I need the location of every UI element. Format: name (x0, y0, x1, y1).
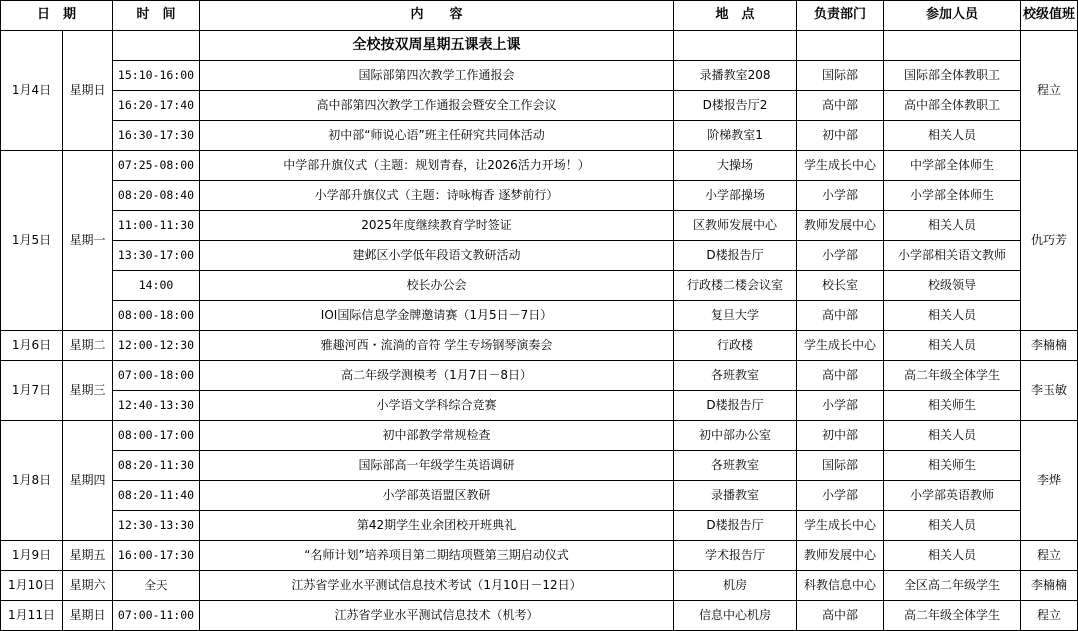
day-date: 1月4日 (1, 31, 63, 151)
subtitle-people-cell (884, 31, 1021, 61)
event-content: 国际部高一年级学生英语调研 (200, 451, 674, 481)
event-time: 07:25-08:00 (113, 151, 200, 181)
event-people: 小学部相关语文教师 (884, 241, 1021, 271)
header-time: 时 间 (113, 1, 200, 31)
event-row (1, 241, 1078, 271)
event-dept: 高中部 (797, 91, 884, 121)
event-time: 16:20-17:40 (113, 91, 200, 121)
day-subtitle: 全校按双周星期五课表上课 (200, 31, 674, 61)
event-row (1, 151, 1078, 181)
header-date: 日 期 (1, 1, 113, 31)
day-date: 1月7日 (1, 361, 63, 421)
event-place: 机房 (674, 571, 797, 601)
event-content: 高二年级学测模考（1月7日－8日） (200, 361, 674, 391)
event-row (1, 301, 1078, 331)
day-date: 1月9日 (1, 541, 63, 571)
event-people: 相关师生 (884, 391, 1021, 421)
event-content: 2025年度继续教育学时签证 (200, 211, 674, 241)
day-date: 1月6日 (1, 331, 63, 361)
event-row (1, 481, 1078, 511)
event-content: 高中部第四次教学工作通报会暨安全工作会议 (200, 91, 674, 121)
subtitle-row (1, 31, 1078, 61)
event-time: 12:40-13:30 (113, 391, 200, 421)
event-people: 高二年级全体学生 (884, 601, 1021, 631)
schedule-body (1, 31, 1078, 631)
event-content: 小学部英语盟区教研 (200, 481, 674, 511)
event-time: 12:30-13:30 (113, 511, 200, 541)
subtitle-dept-cell (797, 31, 884, 61)
event-place: 录播教室208 (674, 61, 797, 91)
event-time: 08:00-17:00 (113, 421, 200, 451)
event-row (1, 421, 1078, 451)
event-people: 国际部全体教职工 (884, 61, 1021, 91)
event-people: 相关人员 (884, 301, 1021, 331)
header-duty: 校级值班 (1021, 1, 1078, 31)
event-time: 15:10-16:00 (113, 61, 200, 91)
event-dept: 小学部 (797, 181, 884, 211)
event-content: 初中部“师说心语”班主任研究共同体活动 (200, 121, 674, 151)
event-dept: 国际部 (797, 61, 884, 91)
event-time: 16:00-17:30 (113, 541, 200, 571)
event-content: 国际部第四次教学工作通报会 (200, 61, 674, 91)
event-people: 相关人员 (884, 331, 1021, 361)
day-weekday: 星期三 (63, 361, 113, 421)
event-content: 江苏省学业水平测试信息技术（机考） (200, 601, 674, 631)
event-row (1, 211, 1078, 241)
event-people: 相关人员 (884, 211, 1021, 241)
event-place: 复旦大学 (674, 301, 797, 331)
event-place: D楼报告厅 (674, 241, 797, 271)
event-people: 相关师生 (884, 451, 1021, 481)
day-weekday: 星期五 (63, 541, 113, 571)
event-dept: 高中部 (797, 361, 884, 391)
event-dept: 初中部 (797, 121, 884, 151)
event-row (1, 361, 1078, 391)
subtitle-time-cell (113, 31, 200, 61)
event-place: 信息中心机房 (674, 601, 797, 631)
event-people: 相关人员 (884, 121, 1021, 151)
event-dept: 校长室 (797, 271, 884, 301)
event-time: 11:00-11:30 (113, 211, 200, 241)
event-place: 小学部操场 (674, 181, 797, 211)
event-dept: 学生成长中心 (797, 331, 884, 361)
event-time: 08:00-18:00 (113, 301, 200, 331)
event-dept: 小学部 (797, 481, 884, 511)
event-people: 小学部全体师生 (884, 181, 1021, 211)
event-row (1, 331, 1078, 361)
day-date: 1月11日 (1, 601, 63, 631)
event-place: 录播教室 (674, 481, 797, 511)
event-people: 中学部全体师生 (884, 151, 1021, 181)
subtitle-place-cell (674, 31, 797, 61)
event-time: 07:00-18:00 (113, 361, 200, 391)
event-place: D楼报告厅2 (674, 91, 797, 121)
event-people: 高中部全体教职工 (884, 91, 1021, 121)
header-people: 参加人员 (884, 1, 1021, 31)
event-row (1, 91, 1078, 121)
event-time: 12:00-12:30 (113, 331, 200, 361)
event-dept: 高中部 (797, 301, 884, 331)
event-dept: 教师发展中心 (797, 541, 884, 571)
event-dept: 初中部 (797, 421, 884, 451)
day-duty: 程立 (1021, 31, 1078, 151)
event-time: 07:00-11:00 (113, 601, 200, 631)
day-weekday: 星期日 (63, 601, 113, 631)
event-people: 全区高二年级学生 (884, 571, 1021, 601)
header-content: 内 容 (200, 1, 674, 31)
event-dept: 学生成长中心 (797, 151, 884, 181)
day-duty: 李玉敏 (1021, 361, 1078, 421)
day-weekday: 星期二 (63, 331, 113, 361)
day-duty: 李烨 (1021, 421, 1078, 541)
event-dept: 学生成长中心 (797, 511, 884, 541)
event-place: 区教师发展中心 (674, 211, 797, 241)
event-content: IOI国际信息学金牌邀请赛（1月5日－7日） (200, 301, 674, 331)
event-place: 各班教室 (674, 451, 797, 481)
event-row (1, 271, 1078, 301)
event-time: 14:00 (113, 271, 200, 301)
event-place: 各班教室 (674, 361, 797, 391)
event-place: D楼报告厅 (674, 511, 797, 541)
day-date: 1月5日 (1, 151, 63, 331)
event-time: 08:20-08:40 (113, 181, 200, 211)
header-place: 地 点 (674, 1, 797, 31)
header-row (1, 1, 1078, 31)
event-row (1, 181, 1078, 211)
event-time: 13:30-17:00 (113, 241, 200, 271)
day-weekday: 星期四 (63, 421, 113, 541)
day-date: 1月8日 (1, 421, 63, 541)
event-content: “名师计划”培养项目第二期结项暨第三期启动仪式 (200, 541, 674, 571)
event-row (1, 511, 1078, 541)
day-duty: 程立 (1021, 601, 1078, 631)
day-weekday: 星期日 (63, 31, 113, 151)
event-dept: 科教信息中心 (797, 571, 884, 601)
event-place: D楼报告厅 (674, 391, 797, 421)
event-time: 08:20-11:40 (113, 481, 200, 511)
header-dept: 负责部门 (797, 1, 884, 31)
event-people: 相关人员 (884, 541, 1021, 571)
event-time: 全天 (113, 571, 200, 601)
event-content: 雅趣河西・流淌的音符 学生专场钢琴演奏会 (200, 331, 674, 361)
event-content: 建邺区小学低年段语文教研活动 (200, 241, 674, 271)
event-content: 小学语文学科综合竞赛 (200, 391, 674, 421)
event-content: 初中部教学常规检查 (200, 421, 674, 451)
event-row (1, 451, 1078, 481)
event-content: 小学部升旗仪式（主题：诗咏梅香 逐梦前行） (200, 181, 674, 211)
event-dept: 小学部 (797, 391, 884, 421)
event-content: 第42期学生业余团校开班典礼 (200, 511, 674, 541)
event-row (1, 391, 1078, 421)
event-row (1, 601, 1078, 631)
event-place: 大操场 (674, 151, 797, 181)
event-place: 行政楼二楼会议室 (674, 271, 797, 301)
event-row (1, 121, 1078, 151)
event-dept: 教师发展中心 (797, 211, 884, 241)
event-place: 初中部办公室 (674, 421, 797, 451)
day-duty: 仇巧芳 (1021, 151, 1078, 331)
event-people: 小学部英语教师 (884, 481, 1021, 511)
event-place: 学术报告厅 (674, 541, 797, 571)
day-weekday: 星期六 (63, 571, 113, 601)
event-content: 江苏省学业水平测试信息技术考试（1月10日－12日） (200, 571, 674, 601)
event-dept: 国际部 (797, 451, 884, 481)
day-duty: 李楠楠 (1021, 571, 1078, 601)
event-people: 相关人员 (884, 511, 1021, 541)
event-time: 16:30-17:30 (113, 121, 200, 151)
event-people: 高二年级全体学生 (884, 361, 1021, 391)
event-people: 相关人员 (884, 421, 1021, 451)
event-row (1, 61, 1078, 91)
day-duty: 李楠楠 (1021, 331, 1078, 361)
event-row (1, 541, 1078, 571)
event-place: 阶梯教室1 (674, 121, 797, 151)
event-content: 校长办公会 (200, 271, 674, 301)
event-content: 中学部升旗仪式（主题：规划青春，让2026活力开场！） (200, 151, 674, 181)
day-weekday: 星期一 (63, 151, 113, 331)
event-place: 行政楼 (674, 331, 797, 361)
day-duty: 程立 (1021, 541, 1078, 571)
event-people: 校级领导 (884, 271, 1021, 301)
event-dept: 小学部 (797, 241, 884, 271)
event-dept: 高中部 (797, 601, 884, 631)
day-date: 1月10日 (1, 571, 63, 601)
event-time: 08:20-11:30 (113, 451, 200, 481)
event-row (1, 571, 1078, 601)
